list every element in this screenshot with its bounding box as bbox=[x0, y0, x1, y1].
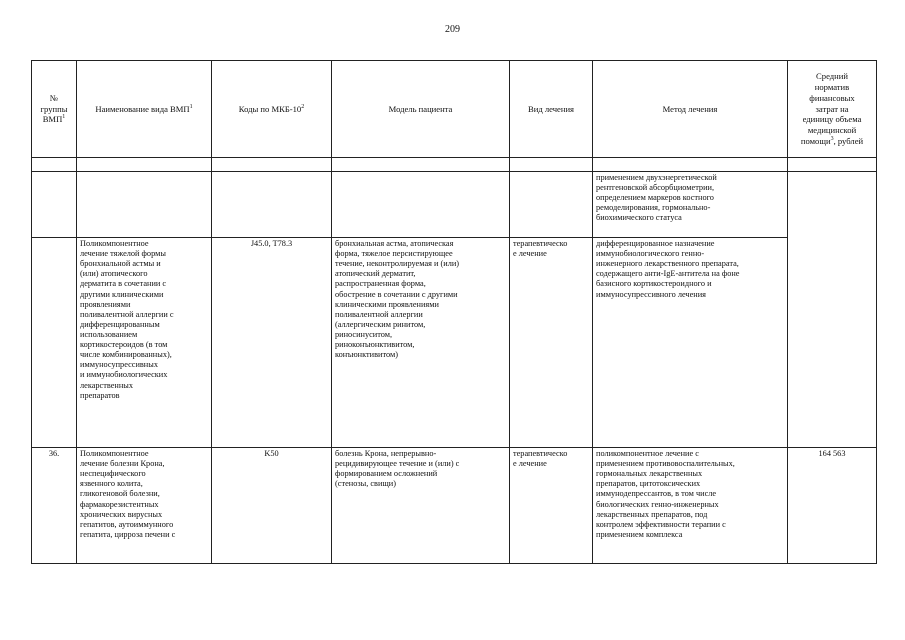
text-line: е лечение bbox=[513, 249, 547, 259]
header-cost-line-1: Средний bbox=[816, 71, 848, 82]
text-line: лекарственных препаратов, под bbox=[596, 509, 708, 519]
text-line: гликогеновой болезни, bbox=[80, 489, 160, 499]
text-line: иммунобиологического генно- bbox=[596, 249, 705, 259]
header-group-line-3: ВМП$^1$ bbox=[42, 114, 66, 125]
text-line: препаратов, цитотоксических bbox=[596, 479, 701, 489]
text-line: поликомпонентное лечение с bbox=[596, 449, 699, 458]
text-line: числе комбинированных), bbox=[80, 350, 172, 360]
header-cost-line-5: единицу объема bbox=[802, 114, 862, 125]
text-line: неспецифического bbox=[80, 469, 146, 479]
header-group-line-1: № bbox=[49, 92, 59, 103]
patient-model-cell bbox=[332, 448, 510, 564]
avg-cost-cell bbox=[788, 172, 877, 448]
avg-cost-cell: 164 563 bbox=[788, 448, 877, 564]
empty-cell bbox=[32, 158, 77, 172]
header-row bbox=[32, 61, 877, 158]
text-line: применением комплекса bbox=[596, 529, 683, 539]
group-cell: 36. bbox=[32, 448, 77, 564]
text-line: иммуносупрессивного лечения bbox=[596, 289, 706, 299]
treatment-method-cell bbox=[593, 238, 788, 448]
text-line: применением двухэнергетической bbox=[596, 173, 717, 182]
text-line: терапевтическо bbox=[513, 239, 568, 248]
text-line: биологических генно-инженерных bbox=[596, 499, 719, 509]
text-line: лечение болезни Крона, bbox=[80, 459, 165, 469]
header-cost-line-2: норматив bbox=[814, 82, 850, 93]
text-line: применением противовоспалительных, bbox=[596, 459, 735, 469]
group-cell bbox=[32, 238, 77, 448]
text-line: дифференцированное назначение bbox=[596, 239, 715, 248]
page-number: 209 bbox=[445, 24, 460, 35]
text-line: хронических вирусных bbox=[80, 509, 163, 519]
vmp-table bbox=[31, 60, 877, 564]
text-line: рентгеновской абсорбциометрии, bbox=[596, 183, 715, 193]
treatment-method-cell bbox=[593, 172, 788, 238]
text-line: (или) атопического bbox=[80, 269, 148, 279]
vmp-name-cell bbox=[77, 172, 212, 238]
text-line: язвенного колита, bbox=[80, 479, 143, 489]
header-icd-codes: Коды по МКБ-$10^2$ bbox=[212, 61, 332, 158]
text-line: лекарственных bbox=[80, 380, 134, 390]
text-line: е лечение bbox=[513, 459, 547, 469]
text-line: распространенная форма, bbox=[335, 279, 426, 289]
text-line: Поликомпонентное bbox=[80, 239, 149, 248]
text-line: проявлениями bbox=[80, 299, 131, 309]
header-cost-line-3: финансовых bbox=[809, 92, 855, 103]
text-line: биохимического статуса bbox=[596, 213, 682, 223]
treatment-method-cell bbox=[593, 448, 788, 564]
text-line: (аллергическим ринитом, bbox=[335, 319, 426, 329]
text-line: обострение в сочетании с другими bbox=[335, 289, 458, 299]
patient-model-cell bbox=[332, 238, 510, 448]
text-line: контролем эффективности терапии с bbox=[596, 519, 726, 529]
header-cost-line-4: затрат на bbox=[815, 103, 849, 114]
header-patient-model: Модель пациента bbox=[332, 61, 510, 158]
header-group-number bbox=[32, 61, 77, 158]
treatment-type-cell bbox=[510, 448, 593, 564]
icd-codes-cell bbox=[212, 172, 332, 238]
text-line: гепатитов, аутоиммунного bbox=[80, 519, 174, 529]
header-cost-line-6: медицинской bbox=[807, 125, 857, 136]
text-line: дифференцированным bbox=[80, 319, 160, 329]
text-line: поливалентной аллергии с bbox=[80, 309, 174, 319]
text-line: риносинуситом, bbox=[335, 329, 393, 339]
empty-cell bbox=[510, 158, 593, 172]
text-line: иммуносупрессивных bbox=[80, 360, 158, 370]
text-line: риноконъюнктивитом, bbox=[335, 340, 415, 350]
text-line: и иммунобиологических bbox=[80, 370, 168, 380]
empty-cell bbox=[77, 158, 212, 172]
patient-model-cell bbox=[332, 172, 510, 238]
text-line: препаратов bbox=[80, 390, 120, 400]
text-line: определением маркеров костного bbox=[596, 193, 714, 203]
column-numbering-row bbox=[32, 158, 877, 172]
text-line: содержащего анти-IgE-антитела на фоне bbox=[596, 269, 740, 279]
text-line: поливалентной аллергии bbox=[335, 309, 423, 319]
text-line: бронхиальная астма, атопическая bbox=[335, 239, 454, 248]
text-line: ремоделирования, гормонально- bbox=[596, 203, 711, 213]
text-line: базисного кортикостероидного и bbox=[596, 279, 712, 289]
text-line: рецидивирующее течение и (или) с bbox=[335, 459, 460, 469]
text-line: (стенозы, свищи) bbox=[335, 479, 396, 489]
treatment-type-cell bbox=[510, 238, 593, 448]
text-line: дерматита в сочетании с bbox=[80, 279, 167, 289]
text-line: терапевтическо bbox=[513, 449, 568, 458]
table-row bbox=[32, 172, 877, 238]
text-line: течение, неконтролируемая и (или) bbox=[335, 259, 460, 269]
icd-codes-cell: K50 bbox=[212, 448, 332, 564]
text-line: клиническими проявлениями bbox=[335, 299, 439, 309]
text-line: гепатита, цирроза печени с bbox=[80, 529, 176, 539]
header-vmp-name: Наименование вида ВМП$^1$ bbox=[77, 61, 212, 158]
header-treatment-type: Вид лечения bbox=[510, 61, 593, 158]
vmp-name-cell bbox=[77, 448, 212, 564]
empty-cell bbox=[593, 158, 788, 172]
table-row bbox=[32, 238, 877, 448]
text-line: иммунодепрессантов, в том числе bbox=[596, 489, 717, 499]
text-line: болезнь Крона, непрерывно- bbox=[335, 449, 437, 458]
text-line: гормональных лекарственных bbox=[596, 469, 703, 479]
text-line: кортикостероидов (в том bbox=[80, 340, 168, 350]
group-cell bbox=[32, 172, 77, 238]
empty-cell bbox=[788, 158, 877, 172]
text-line: другими клиническими bbox=[80, 289, 164, 299]
header-group-line-2: группы bbox=[40, 103, 68, 114]
table-row bbox=[32, 448, 877, 564]
text-line: фармакорезистентных bbox=[80, 499, 159, 509]
text-line: формированием осложнений bbox=[335, 469, 438, 479]
text-line: использованием bbox=[80, 329, 138, 339]
text-line: атопический дерматит, bbox=[335, 269, 416, 279]
header-avg-cost bbox=[788, 61, 877, 158]
icd-codes-cell: J45.0, T78.3 bbox=[212, 238, 332, 448]
header-treatment-method: Метод лечения bbox=[593, 61, 788, 158]
text-line: форма, тяжелое персистирующее bbox=[335, 249, 453, 259]
vmp-name-cell bbox=[77, 238, 212, 448]
treatment-type-cell bbox=[510, 172, 593, 238]
empty-cell bbox=[212, 158, 332, 172]
text-line: конъюнктивитом) bbox=[335, 350, 398, 360]
text-line: лечение тяжелой формы bbox=[80, 249, 166, 259]
text-line: инженерного лекарственного препарата, bbox=[596, 259, 739, 269]
empty-cell bbox=[332, 158, 510, 172]
text-line: Поликомпонентное bbox=[80, 449, 149, 458]
text-line: бронхиальной астмы и bbox=[80, 259, 161, 269]
header-cost-line-7: помощи$^3$, рублей bbox=[800, 135, 864, 146]
